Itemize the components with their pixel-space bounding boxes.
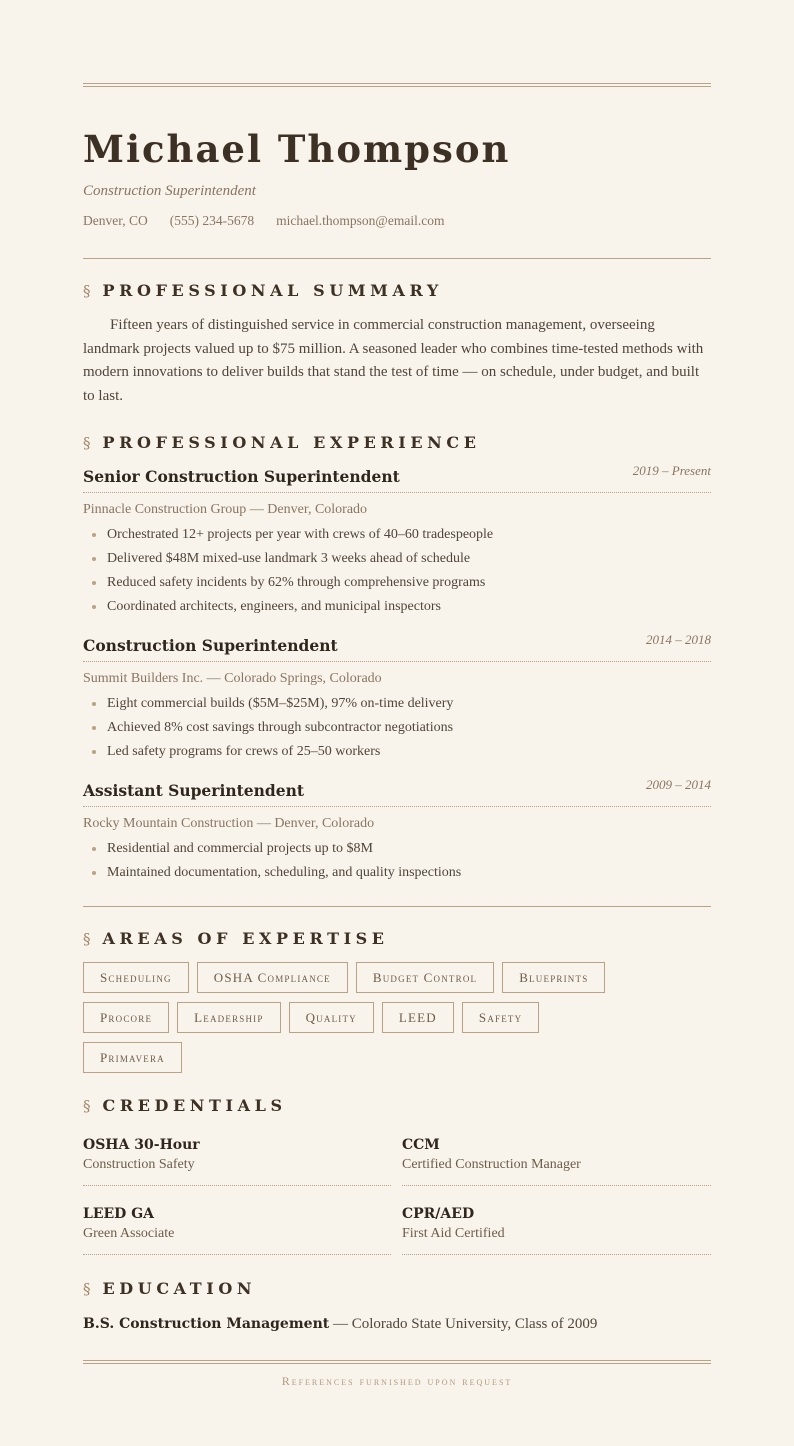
job-header bbox=[83, 463, 711, 493]
bullet-text: Led safety programs for crews of 25–50 workers bbox=[107, 744, 381, 759]
contact-phone: (555) 234-5678 bbox=[169, 213, 255, 228]
education-degree: B.S. Construction Management bbox=[83, 1316, 330, 1332]
skill-tag: Procore bbox=[83, 1002, 169, 1033]
education-details: — Colorado State University, Class of 2009 bbox=[329, 1316, 598, 1332]
job-header bbox=[83, 632, 711, 662]
skill-tag: LEED bbox=[382, 1002, 454, 1033]
section-heading-text: AREAS OF EXPERTISE bbox=[102, 929, 389, 948]
credential-name: CPR/AED bbox=[402, 1206, 475, 1222]
education-entry bbox=[83, 1314, 711, 1334]
section-symbol-icon: § bbox=[83, 1280, 91, 1298]
skill-tag: Primavera bbox=[83, 1042, 182, 1073]
footer-note: References furnished upon request bbox=[281, 1374, 513, 1388]
job-role: Senior Construction Superintendent bbox=[83, 467, 400, 486]
section-heading-credentials bbox=[83, 1095, 711, 1117]
credential-item bbox=[402, 1135, 711, 1186]
resume-header bbox=[83, 125, 711, 230]
summary-section bbox=[83, 280, 711, 408]
job-bullets bbox=[83, 837, 711, 885]
job-role: Assistant Superintendent bbox=[83, 781, 305, 800]
section-heading-text: EDUCATION bbox=[102, 1279, 257, 1298]
job-dates: 2014 – 2018 bbox=[646, 632, 711, 647]
summary-text: Fifteen years of distinguished service in commercial construction management, overseeing landmark projects valued up to $75 million. A seasoned leader who combines time-tested methods with modern innovations to deliver builds that stand the test of time — on schedule, under budget, and built to last. bbox=[83, 317, 704, 404]
credential-item bbox=[83, 1204, 391, 1255]
bullet-item bbox=[83, 837, 711, 861]
bullet-dot-icon bbox=[92, 581, 96, 585]
section-heading-education bbox=[83, 1278, 711, 1300]
bullet-dot-icon bbox=[92, 533, 96, 537]
bullet-dot-icon bbox=[92, 871, 96, 875]
skill-tag: OSHA Compliance bbox=[197, 962, 348, 993]
section-heading-text: PROFESSIONAL SUMMARY bbox=[102, 281, 443, 300]
bullet-text: Achieved 8% cost savings through subcontractor negotiations bbox=[107, 720, 454, 735]
bullet-dot-icon bbox=[92, 750, 96, 754]
bullet-item bbox=[83, 571, 711, 595]
bullet-text: Eight commercial builds ($5M–$25M), 97% on-time delivery bbox=[107, 696, 454, 711]
experience-section bbox=[83, 432, 711, 885]
job-entry bbox=[83, 632, 711, 764]
bullet-item bbox=[83, 547, 711, 571]
bullet-text: Coordinated architects, engineers, and municipal inspectors bbox=[107, 599, 441, 614]
credentials-grid bbox=[83, 1135, 711, 1255]
bullet-item bbox=[83, 595, 711, 619]
section-heading-summary bbox=[83, 280, 711, 302]
job-role: Construction Superintendent bbox=[83, 636, 338, 655]
credential-name: CCM bbox=[402, 1137, 440, 1153]
section-symbol-icon: § bbox=[83, 930, 91, 948]
bullet-text: Delivered $48M mixed-use landmark 3 weeks ahead of schedule bbox=[107, 551, 471, 566]
job-header bbox=[83, 777, 711, 807]
expertise-tags bbox=[83, 962, 643, 1073]
section-symbol-icon: § bbox=[83, 434, 91, 452]
job-company: Pinnacle Construction Group — Denver, Colorado bbox=[83, 502, 368, 517]
header-divider bbox=[83, 258, 711, 259]
contact-info bbox=[83, 212, 711, 230]
section-heading-expertise bbox=[83, 928, 711, 950]
job-company: Summit Builders Inc. — Colorado Springs, Colorado bbox=[83, 671, 382, 686]
bullet-dot-icon bbox=[92, 847, 96, 851]
job-company: Rocky Mountain Construction — Denver, Colorado bbox=[83, 816, 375, 831]
section-symbol-icon: § bbox=[83, 282, 91, 300]
job-entry bbox=[83, 463, 711, 619]
candidate-name: Michael Thompson bbox=[83, 127, 511, 171]
expertise-section bbox=[83, 928, 711, 1073]
bullet-item bbox=[83, 861, 711, 885]
job-dates: 2009 – 2014 bbox=[646, 777, 711, 792]
top-double-rule bbox=[83, 83, 711, 87]
credential-name: OSHA 30-Hour bbox=[83, 1137, 200, 1153]
credential-item bbox=[402, 1204, 711, 1255]
bullet-dot-icon bbox=[92, 726, 96, 730]
bullet-text: Reduced safety incidents by 62% through comprehensive programs bbox=[107, 575, 486, 590]
credential-description: Green Associate bbox=[83, 1226, 175, 1241]
bullet-item bbox=[83, 692, 711, 716]
job-entry bbox=[83, 777, 711, 885]
bullet-dot-icon bbox=[92, 557, 96, 561]
contact-email: michael.thompson@email.com bbox=[276, 213, 445, 228]
job-bullets bbox=[83, 523, 711, 619]
education-section bbox=[83, 1278, 711, 1334]
section-symbol-icon: § bbox=[83, 1097, 91, 1115]
bullet-item bbox=[83, 740, 711, 764]
credential-description: Certified Construction Manager bbox=[402, 1157, 581, 1172]
bullet-item bbox=[83, 523, 711, 547]
skill-tag: Blueprints bbox=[502, 962, 605, 993]
credentials-section bbox=[83, 1095, 711, 1255]
credential-description: Construction Safety bbox=[83, 1157, 195, 1172]
skill-tag: Scheduling bbox=[83, 962, 189, 993]
bullet-text: Orchestrated 12+ projects per year with crews of 40–60 tradespeople bbox=[107, 527, 494, 542]
bullet-dot-icon bbox=[92, 605, 96, 609]
candidate-title: Construction Superintendent bbox=[83, 183, 256, 199]
resume-page bbox=[83, 0, 711, 1389]
footer-double-rule bbox=[83, 1360, 711, 1364]
experience-divider bbox=[83, 906, 711, 907]
credential-name: LEED GA bbox=[83, 1206, 155, 1222]
section-heading-text: PROFESSIONAL EXPERIENCE bbox=[102, 433, 481, 452]
bullet-item bbox=[83, 716, 711, 740]
skill-tag: Budget Control bbox=[356, 962, 494, 993]
job-bullets bbox=[83, 692, 711, 764]
bullet-dot-icon bbox=[92, 702, 96, 706]
bullet-text: Maintained documentation, scheduling, and quality inspections bbox=[107, 865, 462, 880]
credential-description: First Aid Certified bbox=[402, 1226, 505, 1241]
job-dates: 2019 – Present bbox=[632, 463, 711, 478]
skill-tag: Leadership bbox=[177, 1002, 280, 1033]
contact-location: Denver, CO bbox=[83, 213, 148, 228]
bullet-text: Residential and commercial projects up to $8M bbox=[107, 841, 373, 856]
section-heading-experience bbox=[83, 432, 711, 454]
section-heading-text: CREDENTIALS bbox=[102, 1096, 287, 1115]
credential-item bbox=[83, 1135, 391, 1186]
skill-tag: Quality bbox=[289, 1002, 374, 1033]
skill-tag: Safety bbox=[462, 1002, 539, 1033]
